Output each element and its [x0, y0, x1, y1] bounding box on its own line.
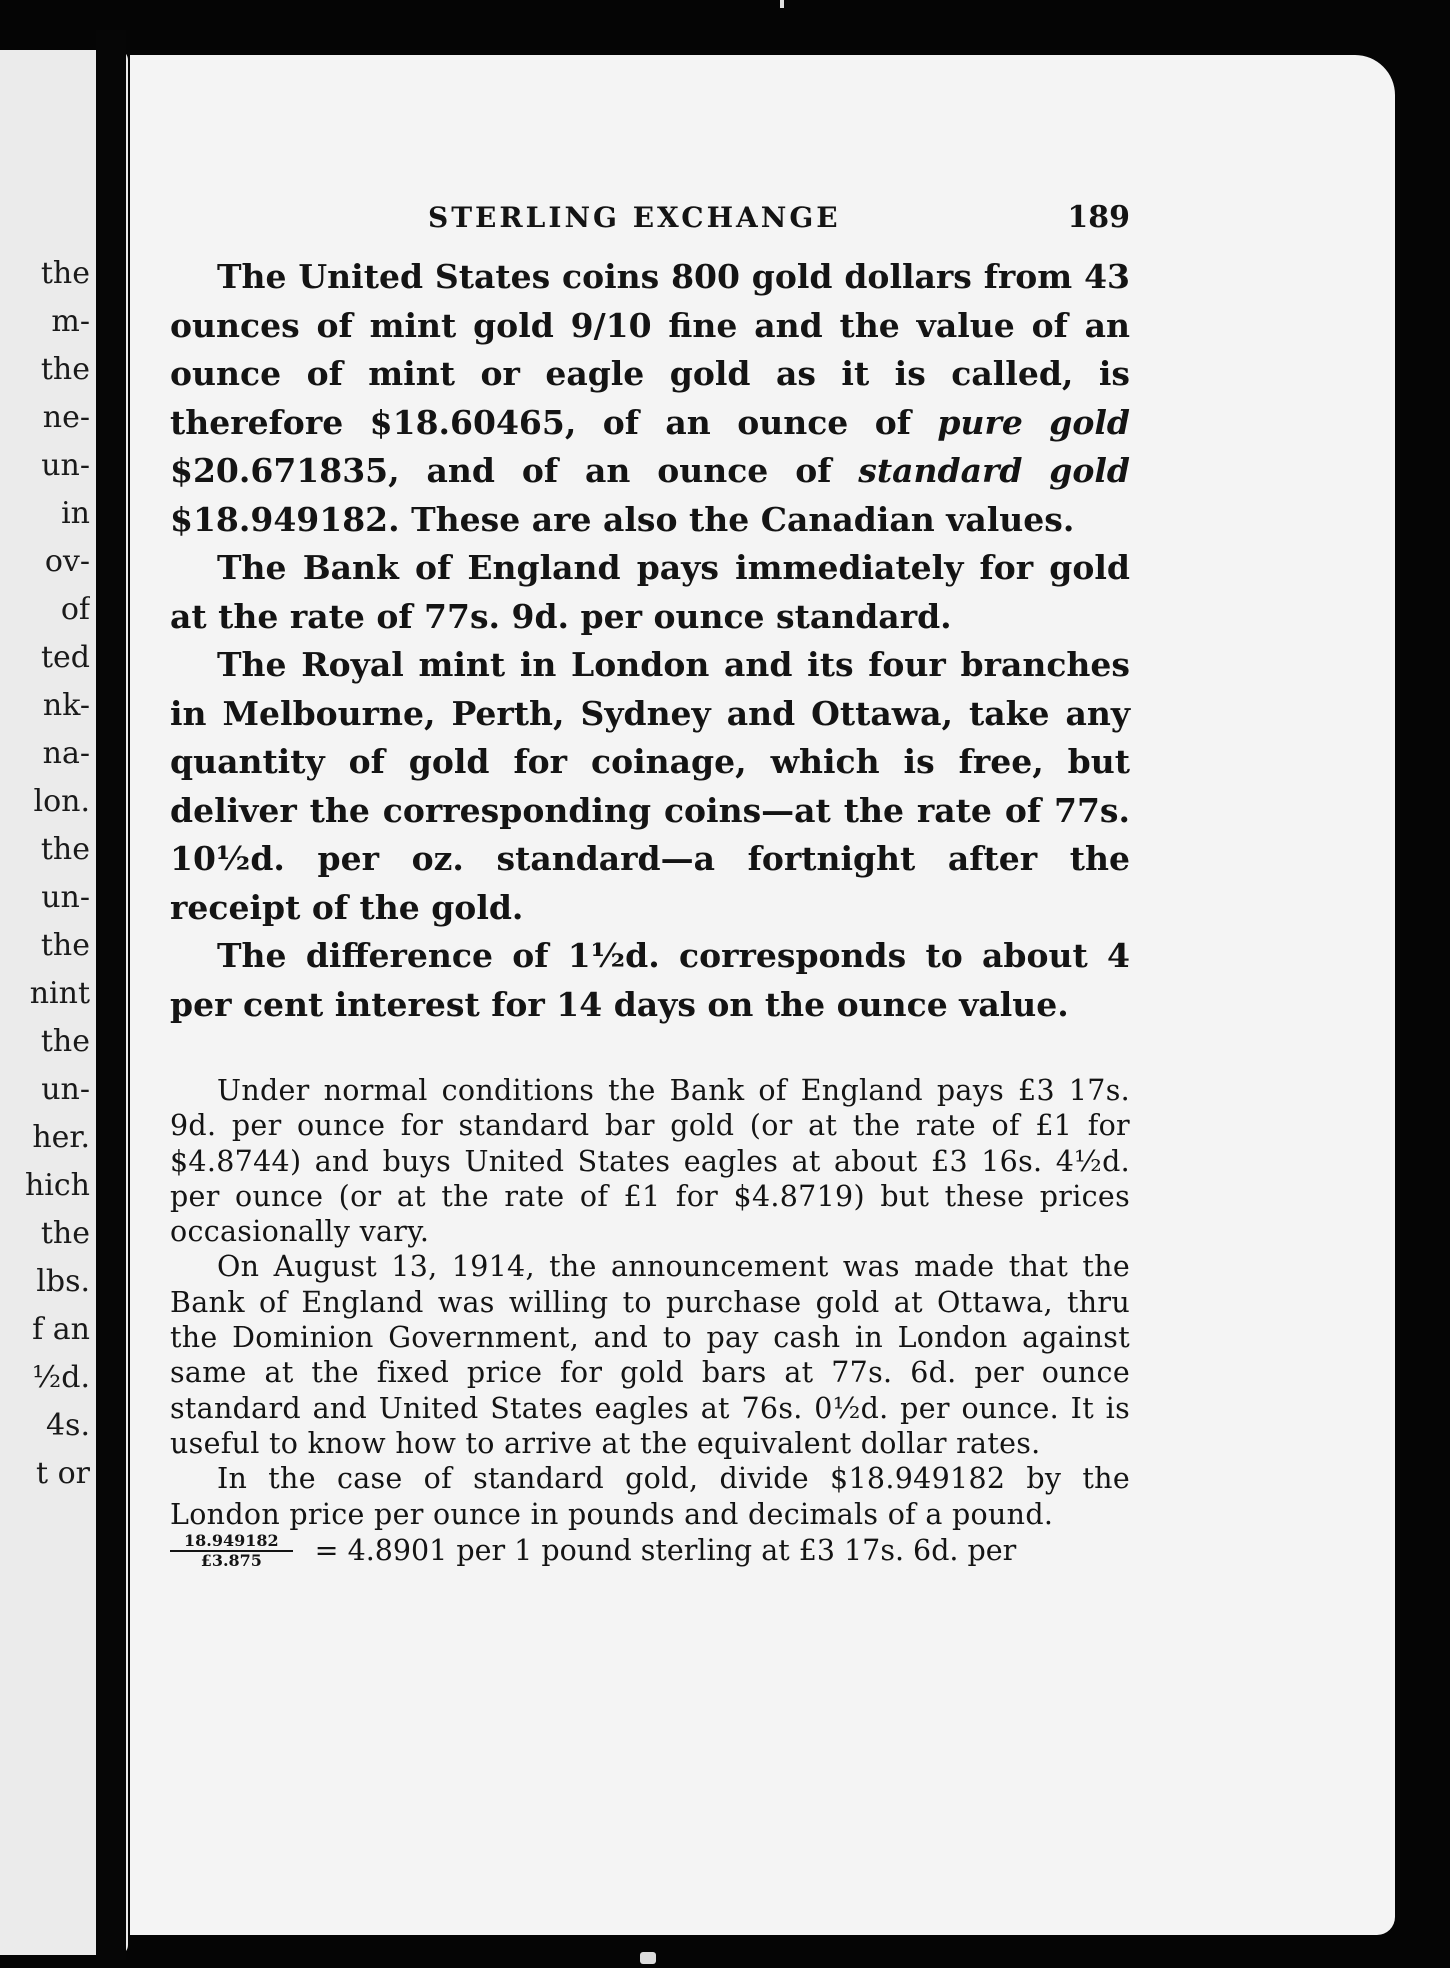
paragraph-text: The United States coins 800 gold dollars from 43 ounces of mint gold 9/10 fine and the value of an ounce of mint or eagle gold as it is called, is therefore $18.60465, of an ounce of — [170, 257, 1130, 442]
left-page-fragment: the — [40, 256, 90, 291]
left-page-fragment: the — [40, 1024, 90, 1059]
left-page-fragment: un- — [41, 1072, 90, 1107]
left-page-fragment: ½d. — [32, 1360, 90, 1395]
left-page-fragment: ted — [40, 640, 90, 675]
italic-term: pure gold — [937, 402, 1130, 442]
note-normal-conditions: Under normal conditions the Bank of England pays £3 17s. 9d. per ounce for standard bar gold (or at the rate of £1 for $4.8744) and buys United States eagles at about £3 16s. 4½d. per ounce (or at the rate of £1 for $4.8719) but these prices occasionally vary. — [170, 1074, 1130, 1249]
left-page-fragment: lon. — [33, 784, 90, 819]
page-content — [170, 200, 1130, 1570]
formula-line — [170, 1532, 1130, 1570]
left-page-fragment: the — [40, 832, 90, 867]
paragraph-coin-values — [170, 253, 1130, 544]
left-page-fragment: hich — [24, 1168, 90, 1203]
paragraph-difference: The difference of 1½d. corresponds to about 4 per cent interest for 14 days on the ounce value. — [170, 936, 1130, 1024]
note-standard-gold: In the case of standard gold, divide $18.949182 by the London price per ounce in pounds and decimals of a pound. — [170, 1462, 1130, 1531]
left-page-fragment: lbs. — [36, 1264, 90, 1299]
bottom-margin-mark — [640, 1952, 656, 1964]
running-title: STERLING EXCHANGE — [428, 201, 841, 234]
fraction-numerator: 18.949182 — [170, 1532, 293, 1552]
page-header — [170, 200, 1130, 235]
left-page-fragment: f an — [32, 1312, 90, 1347]
book-gutter — [96, 30, 126, 1960]
left-page-fragment: in — [61, 496, 90, 531]
left-page-fragment: of — [60, 592, 90, 627]
left-page-fragment: the — [40, 928, 90, 963]
section-spacer — [170, 1029, 1130, 1073]
left-page-fragment: m- — [51, 304, 90, 339]
left-page-fragment: na- — [42, 736, 90, 771]
left-page-fragment: t or — [36, 1456, 90, 1491]
formula-result: = 4.8901 per 1 pound sterling at £3 17s. 6d. per — [314, 1534, 1017, 1568]
italic-term: standard gold — [858, 451, 1130, 490]
left-page-fragment: the — [40, 352, 90, 387]
left-page-fragment: her. — [32, 1120, 90, 1155]
paragraph-royal-mint: The Royal mint in London and its four branches in Melbourne, Perth, Sydney and Ottawa, take any quantity of gold for coinage, which is free, but deliver the corresponding coins—at the rate of 77s. 10½d. per oz. standard—a fortnight after the receipt of the gold. — [170, 645, 1130, 927]
left-page-fragment: ov- — [44, 544, 90, 579]
left-page-fragment: nk- — [42, 688, 90, 723]
left-page-fragment: nint — [29, 976, 90, 1011]
top-margin-mark — [780, 0, 784, 8]
left-page-text-fragments — [0, 250, 90, 1498]
left-page-fragment: 4s. — [45, 1408, 90, 1443]
note-august-1914: On August 13, 1914, the announcement was made that the Bank of England was willing to purchase gold at Ottawa, thru the Dominion Government, and to pay cash in London against same at the fixed price for gold bars at 77s. 6d. per ounce standard and United States eagles at 76s. 0½d. per ounce. It is useful to know how to arrive at the equivalent dollar rates. — [170, 1250, 1130, 1460]
paragraph-text: $18.949182. These are also the Canadian values. — [170, 499, 1075, 539]
left-page-fragment: ne- — [42, 400, 90, 435]
fraction-denominator: £3.875 — [200, 1550, 262, 1570]
page-number: 189 — [1067, 200, 1130, 235]
fraction — [170, 1532, 293, 1570]
paragraph-text: $20.671835, and of an ounce of — [170, 451, 859, 490]
left-page-fragment: un- — [41, 448, 90, 483]
left-page-fragment: un- — [41, 880, 90, 915]
paragraph-bank-of-england: The Bank of England pays immediately for gold at the rate of 77s. 9d. per ounce standard. — [170, 548, 1130, 636]
left-page-fragment: the — [40, 1216, 90, 1251]
